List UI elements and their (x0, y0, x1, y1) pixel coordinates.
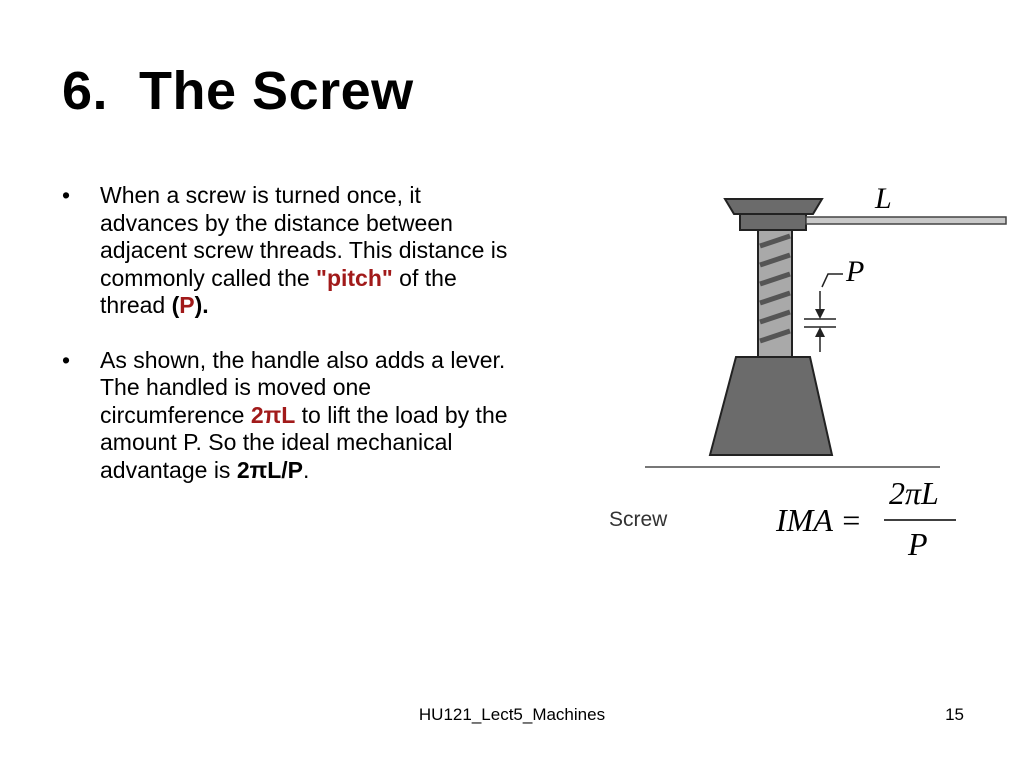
label-p: P (846, 255, 865, 288)
jack-cap (725, 199, 822, 214)
page-number: 15 (945, 705, 964, 724)
bullet-item: • When a screw is turned once, it advances by the distance between adjacent screw threads. This distance is commonly called the "pitch" of the thread (P). (62, 182, 508, 318)
formula-denominator: P (908, 526, 928, 562)
label-l: L (875, 182, 892, 215)
bullet-item: • As shown, the handle also adds a lever. The handled is moved one circumference 2πL to lift the load by the amount P. So the ideal mechanical advantage is 2πL/P. (62, 346, 508, 483)
slide-title: 6. The Screw (62, 61, 414, 121)
pitch-arrow-up-icon (815, 327, 825, 337)
jack-head (740, 214, 806, 230)
figure-caption: Screw (609, 508, 668, 531)
formula-numerator: 2πL (889, 475, 939, 511)
jack-base (710, 357, 832, 455)
handle-lever (806, 217, 1006, 224)
pitch-arrow-down-icon (815, 309, 825, 319)
screw-jack-diagram (600, 174, 1012, 574)
formula-lhs: IMA = (776, 502, 862, 538)
bullet-list (62, 182, 518, 511)
pitch-leader-line (822, 274, 843, 287)
bullet-icon: • (62, 182, 71, 208)
bullet-icon: • (62, 346, 71, 373)
footer-title: HU121_Lect5_Machines (418, 705, 606, 724)
